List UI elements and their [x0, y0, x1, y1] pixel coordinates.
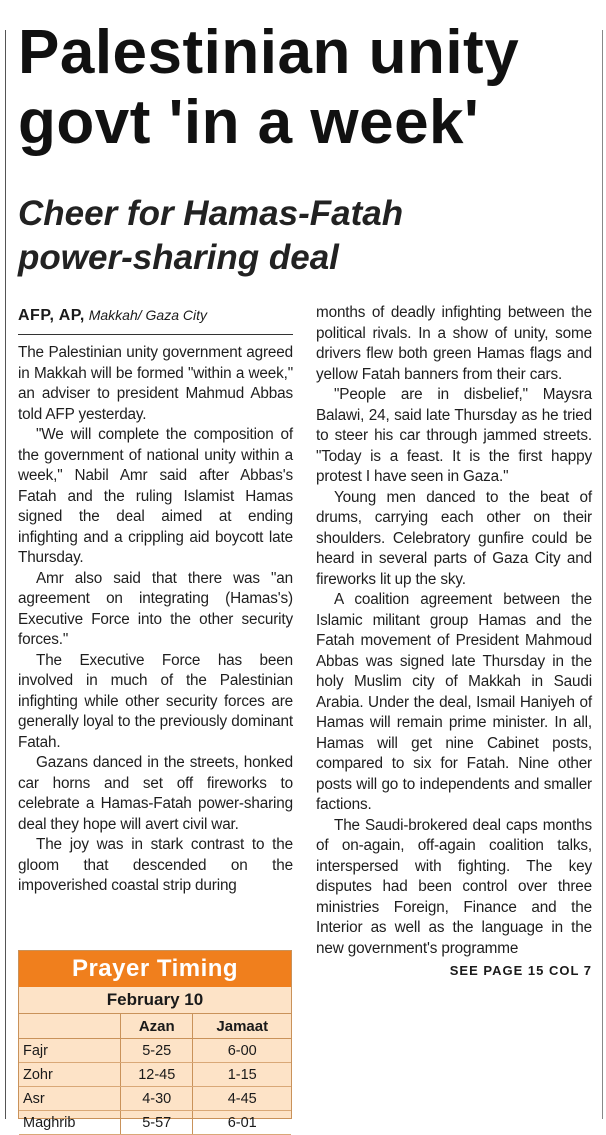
- article-paragraph: The joy was in stark contrast to the gloom that descended on the impoverished coastal strip during: [18, 836, 293, 894]
- byline-agency: AFP, AP,: [18, 307, 85, 324]
- prayer-timing-table: [19, 1014, 291, 1135]
- prayer-jamaat-time: 4-45: [193, 1087, 291, 1111]
- prayer-col-header-azan: Azan: [121, 1014, 193, 1039]
- prayer-jamaat-time: 6-01: [193, 1111, 291, 1135]
- article-column-right: [316, 303, 592, 978]
- prayer-azan-time: 5-25: [121, 1039, 193, 1063]
- prayer-row: [19, 1111, 291, 1135]
- prayer-timing-box: [18, 950, 292, 1131]
- prayer-name: Asr: [19, 1087, 121, 1111]
- continuation-reference[interactable]: SEE PAGE 15 COL 7: [449, 963, 592, 978]
- article-paragraph: The Saudi-brokered deal caps months of on-again, off-again coalition talks, interspersed with fighting. The key disputes had been control over three ministries Foreign, Finance and the Interior as well as the language in the new government's programme: [316, 816, 592, 957]
- prayer-jamaat-time: 1-15: [193, 1063, 291, 1087]
- prayer-azan-time: 4-30: [121, 1087, 193, 1111]
- prayer-row: [19, 1087, 291, 1111]
- prayer-name: Maghrib: [19, 1111, 121, 1135]
- article-paragraph: The Palestinian unity government agreed in Makkah will be formed "within a week," an adviser to president Mahmud Abbas told AFP yesterday.: [18, 344, 293, 423]
- prayer-row: [19, 1039, 291, 1063]
- article-paragraph: Amr also said that there was "an agreement on integrating (Hamas's) Executive Force into the other security forces.": [18, 569, 293, 648]
- headline: [18, 18, 603, 158]
- byline: [18, 305, 293, 335]
- prayer-row: [19, 1063, 291, 1087]
- prayer-azan-time: 12-45: [121, 1063, 193, 1087]
- byline-place: Makkah/ Gaza City: [88, 307, 207, 323]
- prayer-timing-title: Prayer Timing: [19, 951, 291, 987]
- article-column-left: [18, 305, 293, 897]
- subheadline: [18, 192, 603, 280]
- prayer-azan-time: 5-57: [121, 1111, 193, 1135]
- article-paragraph: months of deadly infighting between the political rivals. In a show of unity, some drivers flew both green Hamas flags and yellow Fatah banners from their cars.: [316, 304, 592, 383]
- left-column-rule: [5, 30, 6, 1119]
- article-paragraph: "People are in disbelief," Maysra Balawi, 24, said late Thursday as he tried to steer his car through jammed streets. "Today is a feast. It is the first happy protest I have seen in Gaza.": [316, 386, 592, 485]
- prayer-name: Zohr: [19, 1063, 121, 1087]
- prayer-name: Fajr: [19, 1039, 121, 1063]
- article-paragraph: Young men danced to the beat of drums, carrying each other on their shoulders. Celebratory gunfire could be heard in several parts of Gaza City and fireworks lit up the sky.: [316, 488, 592, 588]
- article-paragraph: The Executive Force has been involved in much of the Palestinian infighting while other security forces are generally loyal to the previously dominant Fatah.: [18, 651, 293, 751]
- prayer-col-header: [19, 1014, 121, 1039]
- subheadline-line: power-sharing deal: [18, 238, 339, 277]
- prayer-jamaat-time: 6-00: [193, 1039, 291, 1063]
- article-paragraph: "We will complete the composition of the government of national unity within a week," Nabil Amr said after Abbas's Fatah and the ruling Islamist Hamas signed the deal aimed at ending infighting and a crippling aid boycott late Thursday.: [18, 426, 293, 566]
- subheadline-line: Cheer for Hamas-Fatah: [18, 194, 404, 233]
- prayer-table-header-row: [19, 1014, 291, 1039]
- headline-line: govt 'in a week': [18, 88, 480, 157]
- article-paragraph: A coalition agreement between the Islamic militant group Hamas and the Fatah movement of President Mahmoud Abbas was signed late Thursday in the holy Muslim city of Makkah in Saudi Arabia. Under the deal, Ismail Haniyeh of Hamas will remain prime minister. In all, Hamas will get nine Cabinet posts, compared to six for Fatah. Nine other posts will go to independents and smaller factions.: [316, 591, 592, 813]
- prayer-col-header-jamaat: Jamaat: [193, 1014, 291, 1039]
- headline-line: Palestinian unity: [18, 18, 520, 87]
- article-paragraph: Gazans danced in the streets, honked car horns and set off fireworks to celebrate a Hamas-Fatah power-sharing deal they hope will avert civil war.: [18, 754, 293, 833]
- prayer-timing-date: February 10: [19, 987, 291, 1014]
